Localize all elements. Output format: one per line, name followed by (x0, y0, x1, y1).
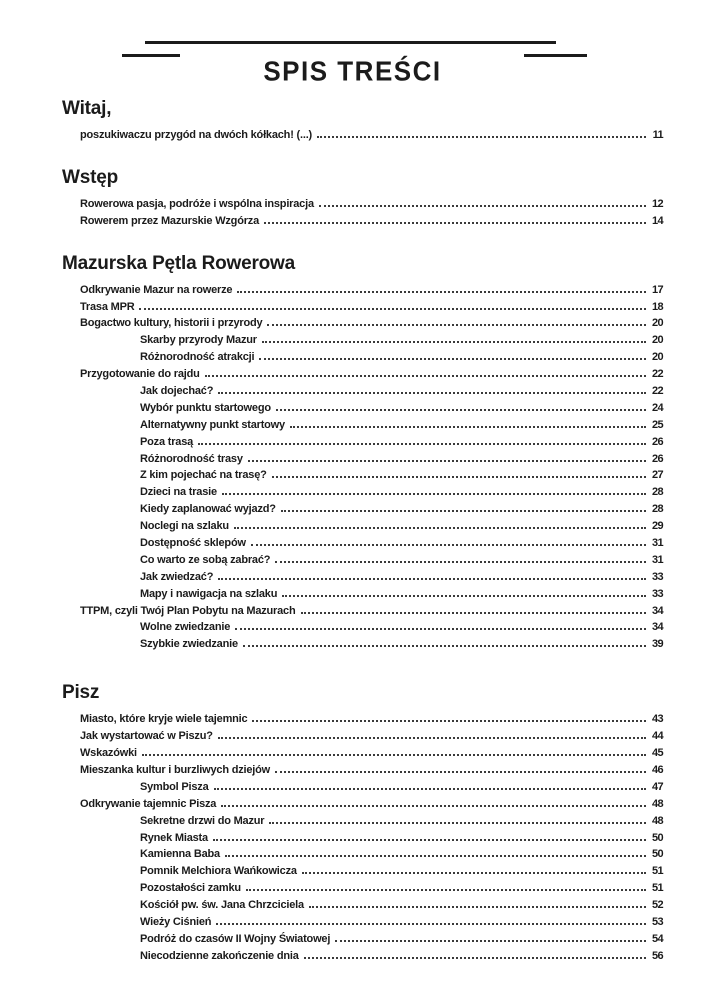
dot-leader (235, 628, 646, 630)
entry-label: Rowerem przez Mazurskie Wzgórza (80, 214, 260, 227)
page-number: 51 (651, 865, 663, 878)
dot-leader (214, 788, 646, 790)
entry-label: Mapy i nawigacja na szlaku (140, 587, 278, 600)
toc-entry (62, 764, 663, 781)
page-number: 46 (651, 763, 663, 776)
section-heading: Pisz (62, 682, 100, 704)
entry-label: Poza trasą (140, 435, 194, 448)
page-number: 22 (651, 385, 663, 398)
page-number: 14 (651, 214, 663, 227)
toc-entry (62, 571, 663, 588)
dot-leader (269, 822, 646, 824)
toc-entry (62, 215, 663, 232)
dot-leader (218, 392, 646, 394)
entry-label: Sekretne drzwi do Mazur (140, 814, 265, 827)
entry-label: Różnorodność trasy (140, 452, 243, 465)
dot-leader (259, 358, 646, 360)
entry-label: Kiedy zaplanować wyjazd? (140, 503, 276, 516)
page-number: 22 (651, 368, 663, 381)
dot-leader (234, 527, 646, 529)
page-number: 33 (651, 570, 663, 583)
dot-leader (213, 839, 646, 841)
toc-entry (62, 537, 663, 554)
toc-entry (62, 301, 663, 318)
entry-label: Co warto ze sobą zabrać? (140, 553, 271, 566)
dot-leader (216, 923, 646, 925)
page-number: 52 (651, 899, 663, 912)
entry-label: Alternatywny punkt startowy (140, 418, 285, 431)
toc-entry (62, 713, 663, 730)
entry-label: poszukiwaczu przygód na dwóch kółkach! (...) (80, 129, 313, 141)
toc-entry (62, 284, 663, 301)
page-number: 31 (651, 553, 663, 566)
entry-label: Skarby przyrody Mazur (140, 334, 257, 347)
page-number: 28 (651, 486, 663, 499)
toc-entry (62, 781, 663, 798)
dot-leader (276, 409, 646, 411)
page-number: 50 (651, 831, 663, 844)
page-number: 48 (651, 814, 663, 827)
dot-leader (142, 754, 646, 756)
page-number: 47 (651, 780, 663, 793)
entry-label: Pomnik Melchiora Wańkowicza (140, 865, 297, 878)
toc-entry (62, 747, 663, 764)
entry-label: Jak zwiedzać? (140, 570, 214, 583)
dot-leader (205, 375, 646, 377)
page-number: 27 (651, 469, 663, 482)
entry-label: Kamienna Baba (140, 848, 220, 861)
dot-leader (272, 476, 646, 478)
entry-label: Kościół pw. św. Jana Chrzciciela (140, 899, 304, 912)
toc-entry (62, 865, 663, 882)
toc-entry (62, 317, 663, 334)
page-number: 53 (651, 915, 663, 928)
entry-label: Odkrywanie tajemnic Pisza (80, 797, 217, 810)
dot-leader (317, 136, 646, 138)
entry-label: Z kim pojechać na trasę? (140, 469, 267, 482)
dot-leader (309, 906, 646, 908)
page-number: 45 (651, 747, 663, 760)
toc-entry (62, 832, 663, 849)
page-number: 48 (651, 797, 663, 810)
entry-label: Przygotowanie do rajdu (80, 368, 200, 381)
toc-entry (62, 621, 663, 638)
page-number: 20 (651, 351, 663, 364)
entry-label: Mieszanka kultur i burzliwych dziejów (80, 763, 271, 776)
entry-label: TTPM, czyli Twój Plan Pobytu na Mazurach (80, 604, 296, 617)
dot-leader (218, 578, 646, 580)
dot-leader (304, 957, 646, 959)
toc-entry (62, 436, 663, 453)
dot-leader (198, 443, 646, 445)
section-heading: Mazurska Pętla Rowerowa (62, 252, 295, 274)
dot-leader (252, 720, 646, 722)
page-number: 18 (651, 300, 663, 313)
entry-label: Rowerowa pasja, podróże i wspólna inspiracja (80, 197, 314, 210)
entry-label: Symbol Pisza (140, 780, 209, 793)
toc-entry (62, 198, 663, 215)
page-number: 29 (651, 520, 663, 533)
toc-entry (62, 916, 663, 933)
dot-leader (262, 341, 646, 343)
dot-leader (275, 561, 646, 563)
toc-section (62, 167, 663, 232)
toc-entry (62, 882, 663, 899)
dot-leader (225, 855, 646, 857)
entry-label: Wieży Ciśnień (140, 915, 212, 928)
section-heading: Wstęp (62, 166, 119, 188)
page-title: SPIS TREŚCI (263, 55, 442, 87)
dot-leader (335, 940, 646, 942)
toc-entry (62, 351, 663, 368)
page-number: 25 (651, 418, 663, 431)
toc-entry (62, 469, 663, 486)
dot-leader (246, 889, 646, 891)
page-number: 24 (651, 401, 663, 414)
toc-entry (62, 503, 663, 520)
page-number: 20 (651, 334, 663, 347)
page-number: 12 (651, 197, 663, 210)
dot-leader (139, 308, 646, 310)
page-number: 26 (651, 435, 663, 448)
page-number: 20 (651, 317, 663, 330)
dot-leader (264, 222, 646, 224)
page-number: 28 (651, 503, 663, 516)
entry-label: Różnorodność atrakcji (140, 351, 255, 364)
page-number: 50 (651, 848, 663, 861)
dot-leader (237, 291, 646, 293)
toc-entry (62, 933, 663, 950)
page-number: 56 (651, 949, 663, 962)
toc-entry (62, 899, 663, 916)
toc-entry (62, 554, 663, 571)
entry-label: Dostępność sklepów (140, 537, 246, 550)
page-number: 34 (651, 604, 663, 617)
page-number: 54 (651, 932, 663, 945)
section-heading: Witaj, (62, 98, 112, 119)
entry-label: Wybór punktu startowego (140, 401, 271, 414)
toc-entry (62, 334, 663, 351)
page-number: 51 (651, 882, 663, 895)
entry-label: Odkrywanie Mazur na rowerze (80, 283, 233, 296)
toc-entry (62, 588, 663, 605)
page-number: 26 (651, 452, 663, 465)
entry-label: Miasto, które kryje wiele tajemnic (80, 713, 248, 726)
toc-entry (62, 419, 663, 436)
page-number: 31 (651, 537, 663, 550)
toc-entry (62, 520, 663, 537)
dot-leader (243, 645, 646, 647)
entry-label: Wolne zwiedzanie (140, 621, 231, 634)
page-number: 17 (651, 283, 663, 296)
entry-label: Noclegi na szlaku (140, 520, 229, 533)
entry-label: Jak dojechać? (140, 385, 214, 398)
page-number: 11 (652, 129, 663, 141)
page-number: 44 (651, 730, 663, 743)
toc-entry (62, 368, 663, 385)
dot-leader (222, 493, 646, 495)
toc-entry (62, 486, 663, 503)
entry-label: Dzieci na trasie (140, 486, 217, 499)
page-number: 43 (651, 713, 663, 726)
toc-entry (62, 950, 663, 967)
dot-leader (302, 872, 646, 874)
toc-entry (62, 638, 663, 655)
toc-entry (62, 798, 663, 815)
dot-leader (290, 426, 646, 428)
entry-label: Trasa MPR (80, 300, 135, 313)
entry-label: Podróż do czasów II Wojny Światowej (140, 932, 331, 945)
entry-label: Wskazówki (80, 747, 137, 760)
entry-label: Pozostałości zamku (140, 882, 241, 895)
toc-entry (62, 730, 663, 747)
toc-entry (62, 815, 663, 832)
dot-leader (319, 205, 646, 207)
top-long-rule (145, 41, 556, 44)
dot-leader (248, 460, 646, 462)
entry-label: Szybkie zwiedzanie (140, 638, 238, 651)
toc-entry (62, 848, 663, 865)
entry-label: Rynek Miasta (140, 831, 208, 844)
toc-entry (62, 402, 663, 419)
toc-entry (62, 385, 663, 402)
entry-label: Niecodzienne zakończenie dnia (140, 949, 299, 962)
dot-leader (275, 771, 646, 773)
page-number: 34 (651, 621, 663, 634)
toc-entry (62, 129, 663, 146)
page-number: 33 (651, 587, 663, 600)
toc-section (62, 98, 663, 146)
dot-leader (301, 612, 647, 614)
table-of-contents (62, 98, 663, 988)
dot-leader (218, 737, 646, 739)
entry-label: Jak wystartować w Piszu? (80, 730, 213, 743)
toc-entry (62, 453, 663, 470)
page-number: 39 (651, 638, 663, 651)
dot-leader (251, 544, 646, 546)
toc-section (62, 682, 663, 966)
dot-leader (267, 324, 646, 326)
entry-label: Bogactwo kultury, historii i przyrody (80, 317, 263, 330)
toc-section (62, 253, 663, 656)
dot-leader (221, 805, 646, 807)
toc-entry (62, 605, 663, 622)
dot-leader (282, 595, 646, 597)
dot-leader (281, 510, 646, 512)
